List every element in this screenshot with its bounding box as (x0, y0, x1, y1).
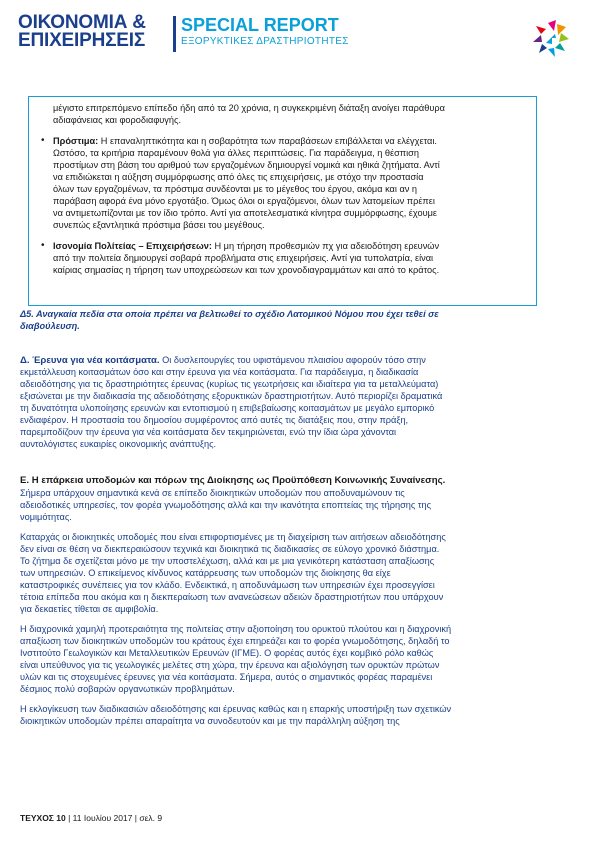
bullet-fines-line: Ωστόσο, τα κριτήρια παραμένουν θολά για άλλες περιπτώσεις. Για παράδειγμα, η θέσπιση (53, 148, 419, 158)
section-e-line: των υπηρεσιών. Ο επικείμενος κίνδυνος κατάρρευσης των υποδομών της διοίκησης θα είχε (20, 568, 391, 578)
footer-issue: ΤΕΥΧΟΣ 10 (20, 813, 66, 823)
section-e-line: καταστροφικές συνέπειες για τον κλάδο. Ενδεικτικά, η αποδυνάμωση των υπηρεσιών έχει προσεγγίσει (20, 580, 435, 590)
section-d-line: τη δυνατότητα υλοποίησης ερευνών και εντοπισμού η επιβεβαίωσης κοιτασμάτων με μεγάλο εμπορικό (20, 403, 435, 413)
section-e-line: τέτοια επίπεδα που ακόμα και η διεκπεραίωση των ανανεώσεων αδειών δραστηριοτήτων που υπάρχουν (20, 592, 444, 602)
section-d-line: αδειοδότησης για τις δραστηριότητες έρευνας (κυρίως τις γεωτρήσεις και ιδιαίτερα για τα μεταλλεύματα) (20, 379, 439, 389)
box-caption-line: διαβούλευση. (20, 321, 80, 331)
page-footer (20, 813, 162, 823)
section-e-line: αδειοδοτικές υπηρεσίες, τον φορέα γνωμοδότησης αλλά και την ικανότητα εποπτείας της τήρησης της (20, 500, 432, 510)
section-e-line: Η διαχρονικά χαμηλή προτεραιότητα της πολιτείας στην αξιοποίηση του ορυκτού πλούτου και η διαχρονική (20, 624, 452, 634)
box-continuation-line: μέγιστο επιτρεπόμενο επίπεδο ήδη από τα 20 χρόνια, η συγκεκριμένη διάταξη ανοίγει παράθυρα (53, 103, 445, 113)
section-e-line: Το ζήτημα δε σχετίζεται μόνο με την υποστελέχωση, αλλά και με μια γενικότερη κατάσταση απαξίωσης (20, 556, 435, 566)
section-e-line: απαξίωση των διοικητικών υποδομών του κράτους έχει επηρεάζει και το φορέα γνωμοδότησης, δηλαδή το (20, 636, 450, 646)
bullet-equality-line: καίριας σημασίας η τήρηση των υποχρεώσεων και των χρονοδιαγραμμάτων και από το κράτος. (53, 265, 440, 275)
requirements-box (28, 96, 537, 306)
section-d-title: Δ. Έρευνα για νέα κοιτάσματα. (20, 355, 160, 366)
special-report-label (181, 16, 349, 48)
brand-line-1: ΟΙΚΟΝΟΜΙΑ & (18, 12, 146, 33)
section-d-line: ενδιαφέρον. Η προστασία του δημοσίου συμφέροντος από αυτές τις διατάξεις που, στην πράξη, (20, 415, 409, 425)
bullet-equality (53, 240, 439, 252)
bullet-fines-line: παράβαση αφορά ένα μόνο εργοτάξιο. Όμως όλοι οι εργαζόμενοι, όλων των λατομείων πρέπει (53, 196, 435, 206)
section-d-line: εκμετάλλευση κοιτασμάτων όσο και στην έρευνα για νέα κοιτάσματα. Για παράδειγμα, η διαδικασία (20, 367, 419, 377)
bullet-equality-line: από την πολιτεία δημιουργεί σοβαρά προβλήματα στις επιχειρήσεις. Αντί για τυπολατρία, είναι (53, 253, 434, 263)
section-e-line: Ινστιτούτο Γεωλογικών και Μεταλλευτικών Ερευνών (ΙΓΜΕ). Ο φορέας αυτός έχει κομβικό ρόλο καθώς (20, 648, 434, 658)
page-header (18, 14, 578, 60)
section-e-line: υλών και τις στοχευμένες έρευνες για νέα κοιτάσματα. Σήμερα, αυτός ο σημαντικός φορέας παραμένει (20, 672, 433, 682)
section-e-line: δεν είναι σε θέση να διεκπεραιώσουν τεχνικά και διοικητικά τις διαδικασίες σε εύλογο χρονικό διάστημα. (20, 544, 440, 554)
footer-date: 11 Ιουλίου 2017 (72, 813, 133, 823)
section-e-line: για δεκαετίες τίθεται σε αμφιβολία. (20, 604, 159, 614)
footer-separator: | (65, 813, 73, 823)
bullet-fines-line: συνεπώς εξαντλητικά πρόστιμα βάσει του μεγέθους. (53, 220, 265, 230)
brand-title (18, 14, 146, 50)
bullet-equality-text: Η μη τήρηση προθεσμιών πχ για αδειοδότηση ερευνών (211, 241, 440, 251)
bullet-fines (53, 135, 437, 147)
radial-arrows-logo-icon (530, 18, 572, 60)
section-e-line: Η εκλογίκευση των διαδικασιών αδειοδότησης και έρευνας καθώς και η επαρκής υποστήριξη των σχετικών (20, 704, 452, 714)
bullet-fines-text: Η επαναληπτικότητα και η σοβαρότητα των παραβάσεων επιβάλλεται να ελέγχεται. (98, 136, 437, 146)
bullet-fines-line: όλων των εργαζομένων, τα πρόστιμα συνδέονται με το μέγεθος του έργου, ακόμα και αν η (53, 184, 418, 194)
box-caption: Δ5. Αναγκαία πεδία στα οποία πρέπει να βελτιωθεί το σχέδιο Λατομικού Νόμου που έχει τεθεί σε (20, 309, 439, 319)
brand-line-2: ΕΠΙΧΕΙΡΗΣΕΙΣ (18, 30, 146, 51)
section-e-line: δέσμιος πολύ σοβαρών οργανωτικών προβλημάτων. (20, 684, 235, 694)
section-d-text: Οι δυσλειτουργίες του υφιστάμενου πλαισίου αφορούν τόσο στην (159, 355, 426, 365)
report-subtitle: ΕΞΟΡΥΚΤΙΚΕΣ ΔΡΑΣΤΗΡΙΟΤΗΤΕΣ (181, 36, 349, 47)
bullet-fines-line: προστίμων στη βάση του αριθμού των εργαζομένων δημιουργεί νομικά και ηθικά ζητήματα. Αντί (53, 160, 440, 170)
section-d-line: εξισώνεται με την διαδικασία της αδειοδότησης εξορυκτικών δραστηριοτήτων. Αυτό περιορίζει δραματικά (20, 391, 443, 401)
section-e-title: Ε. Η επάρκεια υποδομών και πόρων της Διοίκησης ως Προϋπόθεση Κοινωνικής Συναίνεσης. (20, 475, 446, 486)
section-e-line: Σήμερα υπάρχουν σημαντικά κενά σε επίπεδο διοικητικών υποδομών που αποδυναμώνουν τις (20, 488, 405, 498)
section-e-line: είναι υπεύθυνος για τις γεωλογικές μελέτες στη χώρα, την έρευνα και αξιολόγηση των ορυκτών πρώτων (20, 660, 440, 670)
footer-page-number: | σελ. 9 (132, 813, 163, 823)
section-d-line: παρεμποδίζουν την έρευνα για νέα κοιτάσματα δεν τεκμηριώνεται, ενώ την ίδια ώρα χάνονται (20, 427, 397, 437)
report-title: SPECIAL REPORT (181, 15, 339, 35)
bullet-icon: • (41, 135, 45, 146)
section-e-line: Καταρχάς οι διοικητικές υποδομές που είναι επιφορτισμένες με τη διαχείριση των αιτήσεων αδειοδότησης (20, 532, 446, 542)
bullet-equality-title: Ισονομία Πολίτείας – Επιχειρήσεων: (53, 241, 212, 251)
bullet-icon: • (41, 240, 45, 251)
bullet-fines-title: Πρόστιμα: (53, 136, 99, 146)
box-continuation-line: αδιαφάνειας και φοροδιαφυγής. (53, 115, 181, 125)
section-e-line: νομιμότητας. (20, 512, 72, 522)
section-e-line: διοικητικών υποδομών πρέπει απαραίτητα να συνοδευτούν και με την παράλληλη αύξηση της (20, 716, 400, 726)
header-divider (173, 16, 176, 52)
bullet-fines-line: να επιδιώκεται η αύξηση συμμόρφωσης από όλες τις επιχειρήσεις, με στόχο την προστασία (53, 172, 424, 182)
section-d-line: αυντολόγιστες ευκαιρίες οικονομικής ανάπτυξης. (20, 439, 217, 449)
bullet-fines-line: να αντιμετωπίζονται με τον ίδιο τρόπο. Αντί για αποτελεσματικά κίνητρα συμμόρφωσης, έχουμε (53, 208, 437, 218)
